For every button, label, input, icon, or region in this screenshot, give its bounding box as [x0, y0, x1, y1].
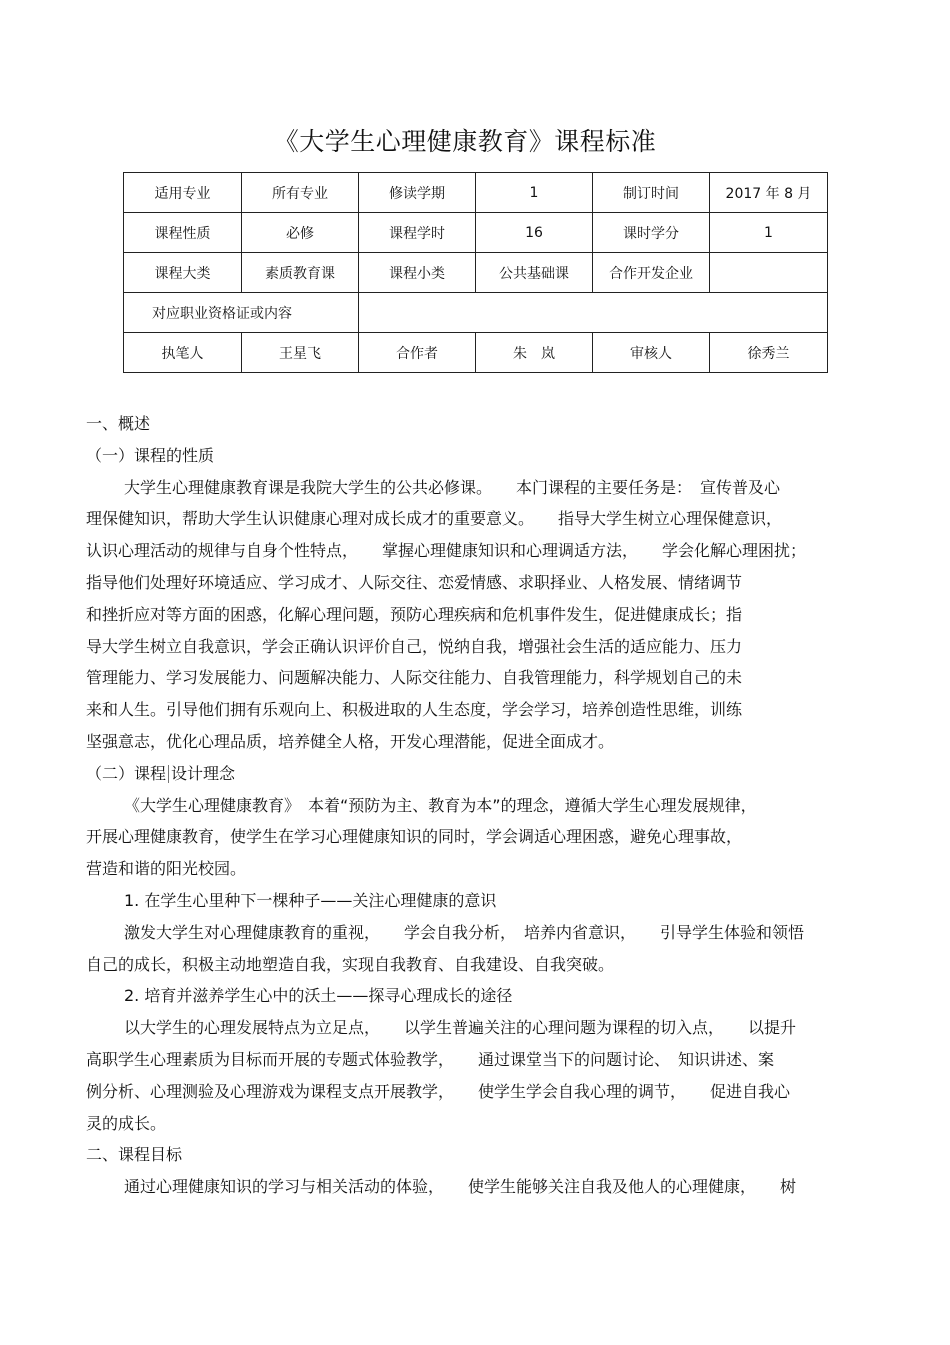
paragraph-line: 例分析、心理测验及心理游戏为课程支点开展教学， 使学生学会自我心理的调节， 促进自我心: [86, 1081, 791, 1101]
section-heading: 一、概述: [86, 414, 151, 433]
table-row: [124, 333, 828, 373]
table-cell: 制订时间: [593, 173, 710, 213]
table-cell: 课程学时: [359, 213, 476, 253]
table-cell: 徐秀兰: [710, 333, 828, 373]
paragraph-line: 《大学生心理健康教育》 本着“预防为主、教育为本”的理念，遵循大学生心理发展规律，: [124, 795, 757, 815]
table-cell: 所有专业: [242, 173, 359, 213]
table-cell: 1: [476, 173, 593, 213]
table-cell: 王星飞: [242, 333, 359, 373]
table-row: [124, 253, 828, 293]
paragraph-line: 认识心理活动的规律与自身个性特点， 掌握心理健康知识和心理调适方法， 学会化解心理困扰；: [86, 541, 807, 561]
table-cell: [710, 253, 828, 293]
table-cell: 1: [710, 213, 828, 253]
paragraph-line: 通过心理健康知识的学习与相关活动的体验， 使学生能够关注自我及他人的心理健康， 树: [124, 1177, 797, 1197]
table-cell: 合作开发企业: [593, 253, 710, 293]
paragraph-line: 坚强意志，优化心理品质，培养健全人格，开发心理潜能，促进全面成才。: [86, 731, 615, 751]
table-row: [124, 173, 828, 213]
table-cell: 2017 年 8 月: [710, 173, 828, 213]
paragraph-line: 开展心理健康教育，使学生在学习心理健康知识的同时，学会调适心理困惑，避免心理事故，: [86, 827, 743, 847]
paragraph-line: 自己的成长，积极主动地塑造自我，实现自我教育、自我建设、自我突破。: [86, 954, 615, 974]
table-cell: 课程小类: [359, 253, 476, 293]
numbered-item: 1. 在学生心里种下一棵种子——关注心理健康的意识: [124, 890, 497, 910]
table-cell: 执笔人: [124, 333, 242, 373]
table-cell: 审核人: [593, 333, 710, 373]
page-title: 《大学生心理健康教育》课程标准: [273, 127, 657, 156]
table-cell: 修读学期: [359, 173, 476, 213]
table-cell: 合作者: [359, 333, 476, 373]
paragraph-line: 导大学生树立自我意识，学会正确认识评价自己，悦纳自我，增强社会生活的适应能力、压力: [86, 636, 743, 656]
paragraph-line: 营造和谐的阳光校园。: [86, 859, 247, 879]
section-heading: 二、课程目标: [86, 1145, 183, 1165]
paragraph-line: 来和人生。引导他们拥有乐观向上、积极进取的人生态度，学会学习，培养创造性思维，训练: [86, 700, 743, 720]
paragraph-line: 高职学生心理素质为目标而开展的专题式体验教学， 通过课堂当下的问题讨论、 知识讲述、案: [86, 1049, 775, 1069]
text-cursor-mark: [168, 765, 169, 783]
table-cell: 课程性质: [124, 213, 242, 253]
table-cell: 素质教育课: [242, 253, 359, 293]
paragraph-line: 管理能力、学习发展能力、问题解决能力、人际交往能力、自我管理能力，科学规划自己的未: [86, 668, 743, 688]
table-cell: [359, 293, 828, 333]
table-cell: 适用专业: [124, 173, 242, 213]
subsection-heading: [86, 758, 866, 790]
paragraph-line: 指导他们处理好环境适应、学习成才、人际交往、恋爱情感、求职择业、人格发展、情绪调节: [86, 572, 743, 592]
table-cell: 16: [476, 213, 593, 253]
subsection-heading-part: （二）课程: [86, 763, 167, 783]
table-cell: 对应职业资格证或内容: [124, 293, 359, 333]
paragraph-line: 和挫折应对等方面的困惑，化解心理问题，预防心理疾病和危机事件发生，促进健康成长；指: [86, 604, 743, 624]
table-cell: 公共基础课: [476, 253, 593, 293]
table-cell: 必修: [242, 213, 359, 253]
paragraph-line: 激发大学生对心理健康教育的重视， 学会自我分析， 培养内省意识， 引导学生体验和领悟: [124, 922, 805, 942]
document-body: [86, 408, 866, 1203]
numbered-item: 2. 培育并滋养学生心中的沃土——探寻心理成长的途径: [124, 986, 513, 1006]
paragraph-line: 以大学生的心理发展特点为立足点， 以学生普遍关注的心理问题为课程的切入点， 以提升: [124, 1018, 797, 1038]
table-cell: 课时学分: [593, 213, 710, 253]
paragraph-line: 灵的成长。: [86, 1113, 167, 1133]
paragraph-line: 大学生心理健康教育课是我院大学生的公共必修课。 本门课程的主要任务是： 宣传普及心: [124, 477, 781, 497]
course-info-table: [123, 172, 828, 373]
table-cell: 朱 岚: [476, 333, 593, 373]
table-row: [124, 293, 828, 333]
subsection-heading: （一）课程的性质: [86, 445, 215, 465]
table-cell: 课程大类: [124, 253, 242, 293]
subsection-heading-part: 设计理念: [171, 763, 236, 783]
table-row: [124, 213, 828, 253]
paragraph-line: 理保健知识，帮助大学生认识健康心理对成长成才的重要意义。 指导大学生树立心理保健意识，: [86, 509, 783, 529]
